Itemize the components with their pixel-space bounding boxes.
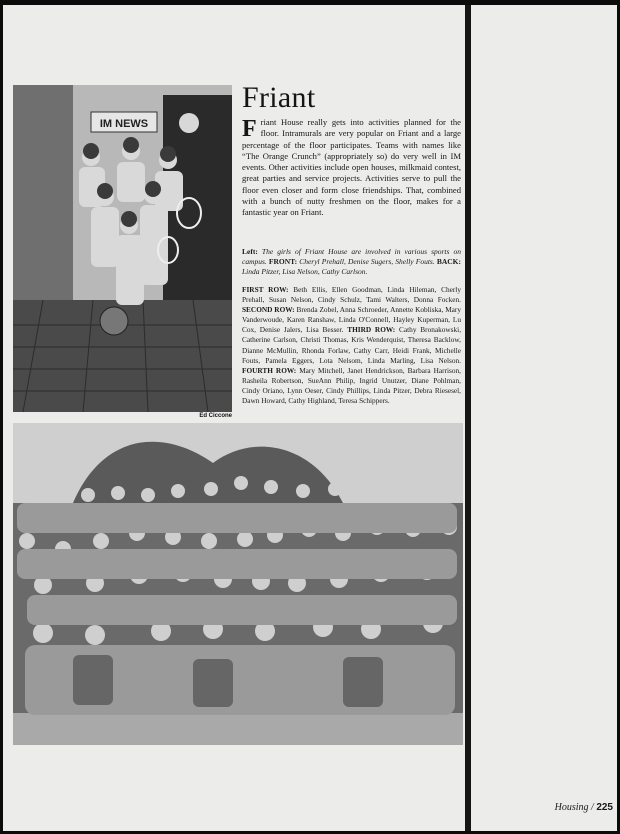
folio-page-number: 225 xyxy=(596,802,613,813)
first-row-label: FIRST ROW: xyxy=(242,285,289,294)
page-title: Friant xyxy=(242,81,316,114)
caption-front-text: Cheryl Prehall, Denise Sugers, Shelly Fouts. xyxy=(297,257,437,266)
column-divider xyxy=(465,5,471,831)
caption-back-label: BACK: xyxy=(436,257,461,266)
group-photo xyxy=(13,423,463,745)
sports-photo xyxy=(13,85,232,412)
third-row-label: THIRD ROW: xyxy=(347,325,396,335)
group-photo-illustration xyxy=(13,423,463,745)
caption-front-label: FRONT: xyxy=(268,257,298,266)
fourth-row-names: Mary Mitchell, Janet Hendrickson, Barbara Harrison, Rasheila Robertson, SueAnn Philip, Ingrid Unutzer, Diane Pohlman, Cindy Oriano, Lynn Oeser, Cindy Phillips, Linda Pitzer, Debra Riesesel, Dawn Howard, Cathy Highland, Teresa Schippers. xyxy=(242,365,461,406)
caption-left-label: Left: xyxy=(242,247,258,256)
drop-cap: F xyxy=(242,116,257,142)
second-row-label: SECOND ROW: xyxy=(242,305,295,315)
photo-caption xyxy=(242,247,461,277)
second-row-names: Brenda Zobel, Anna Schroeder, Annette Kobliska, Mary Vanderwoude, Karen Ranshaw, Linda O'Connell, Hayley Kuperman, Lu Cox, Denise Jalers, Lisa Besser. xyxy=(242,305,461,335)
page-folio xyxy=(503,802,613,813)
caption-back-text: Linda Pitzer, Lisa Nelson, Cathy Carlson. xyxy=(242,267,368,276)
third-row-names: Cathy Bronakowski, Catherine Carlson, Christi Thomas, Kris Wenderquist, Theresa Backlow, Dianne McMullin, Rhonda Forlaw, Cathy Carr, Heidi Frank, Michelle Fouts, Pamela Eggers, Lota Nelsom, Linda Marling, Lisa Nelson. xyxy=(242,325,462,365)
fourth-row-label: FOURTH ROW: xyxy=(242,365,297,375)
folio-section: Housing / xyxy=(554,802,594,813)
article-body-text: riant House really gets into activities planned for the floor. Intramurals are very popular on Friant and a large percentage of the floor participates. Teams with names like “The Orange Crunch” (appropriately so) do very well in IM events. Other activities include open houses, milkmaid contest, great parties and service projects. Activities serve to pull the floor even closer and form close friendships. That, combined with a bunch of nutty freshmen on the floor, makes for a fantastic year on Friant. xyxy=(242,117,461,218)
group-photo-names xyxy=(242,285,461,406)
first-row-names: Beth Ellis, Ellen Goodman, Linda Hileman, Cherly Prehall, Susan Nelson, Cindy Schulz, Tami Walters, Donna Focken. xyxy=(242,285,461,305)
sports-photo-illustration xyxy=(13,85,232,412)
caption-left-text: The girls of Friant House are involved in various sports on campus. xyxy=(242,247,461,266)
im-news-sign: IM NEWS xyxy=(99,118,149,130)
photo-credit: Ed Ciccone xyxy=(199,413,232,419)
yearbook-page xyxy=(3,5,617,831)
article-body xyxy=(242,117,461,219)
